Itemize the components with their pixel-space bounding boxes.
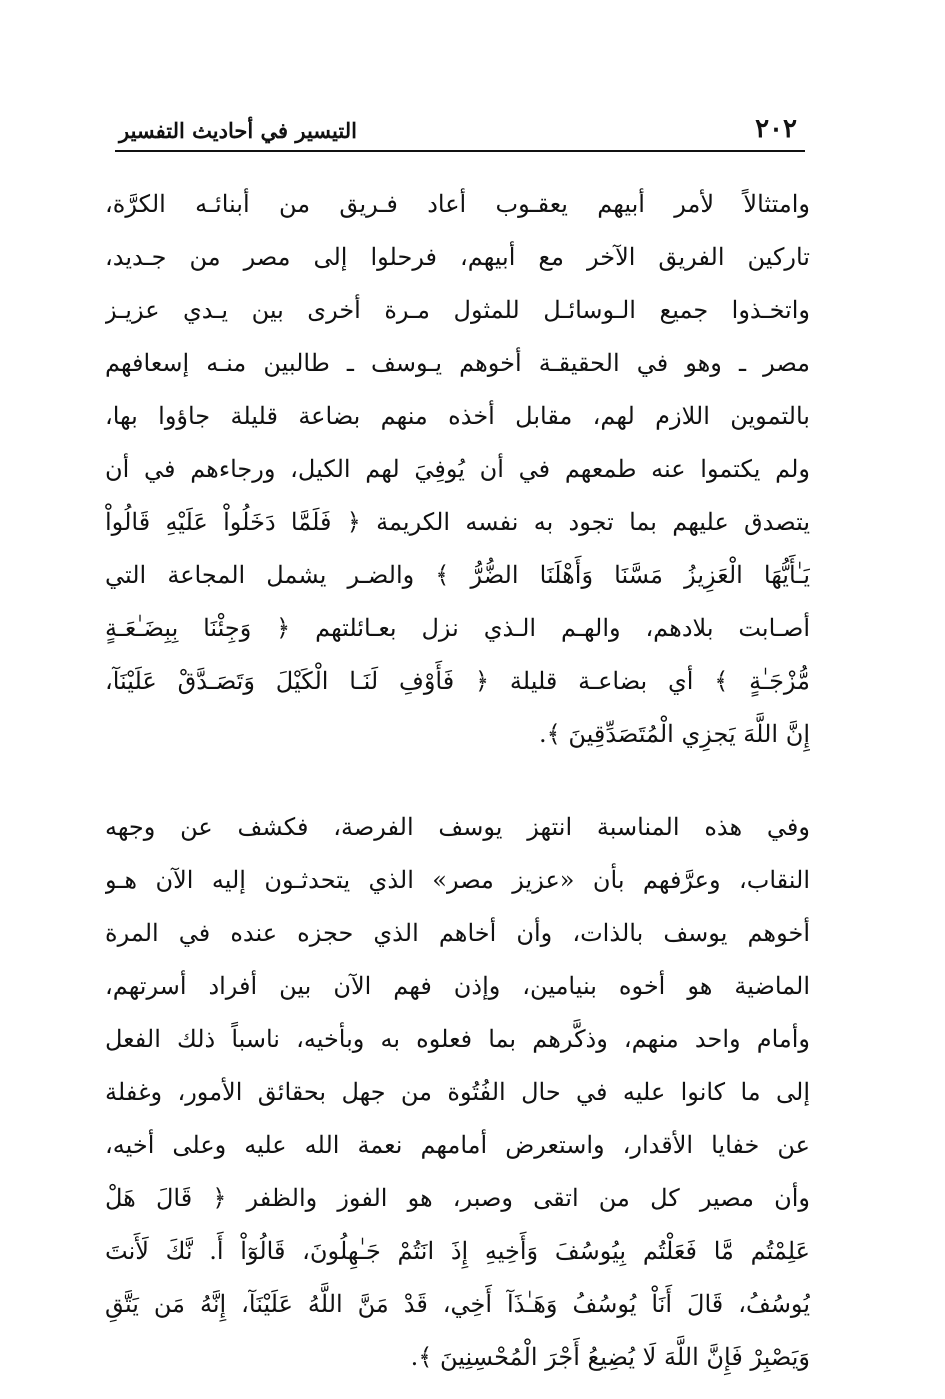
text-line: بالتموين اللازم لهم، مقابل أخذه منهم بضاعة قليلة جاؤوا بها، bbox=[105, 402, 810, 430]
running-title: التيسير في أحاديث التفسير bbox=[119, 118, 357, 143]
text-line: واتخـذوا جميع الـوسائـل للمثول مـرة أخرى بين يـدي عزيـز bbox=[105, 296, 810, 324]
text-line: وفي هذه المناسبة انتهز يوسف الفرصة، فكشف عن وجهه bbox=[105, 813, 810, 841]
text-line: تاركين الفريق الآخر مع أبيهم، فرحلوا إلى مصر من جـديد، bbox=[105, 243, 810, 271]
text-line: وَيَصْبِرْ فَإِنَّ اللَّهَ لَا يُضِيعُ أَجْرَ الْمُحْسِنِينَ ﴾. bbox=[410, 1343, 810, 1371]
page-number: ٢٠٢ bbox=[755, 114, 797, 144]
text-line: الماضية هو أخوه بنيامين، وإذن فهم الآن بين أفراد أسرتهم، bbox=[105, 972, 810, 1000]
text-line: ولم يكتموا عنه طمعهم في أن يُوفِيَ لهم الكيل، ورجاءهم في أن bbox=[105, 455, 810, 483]
paragraph-1 bbox=[105, 178, 810, 761]
text-line: أخوهم يوسف بالذات، وأن أخاهم الذي حجزه عنده في المرة bbox=[105, 919, 810, 947]
page-body bbox=[105, 178, 810, 1384]
text-line: وأمام واحد منهم، وذكَّرهم بما فعلوه به وبأخيه، ناسباً ذلك الفعل bbox=[105, 1025, 810, 1053]
text-line: أصـابت بلادهم، والهـم الـذي نزل بعـائلتهم ﴿ وَجِئْنَا بِبِضَـٰعَـةٍ bbox=[105, 614, 810, 642]
text-line: مُّزْجَـٰةٍ ﴾ أي بضاعـة قليلة ﴿ فَأَوْفِ لَنَـا الْكَيْلَ وَتَصَـدَّقْ عَلَيْنَآ، bbox=[105, 667, 810, 695]
page-header bbox=[115, 112, 805, 152]
header-divider bbox=[115, 150, 805, 152]
text-line: يُوسُفُ، قَالَ أَنَاْ يُوسُفُ وَهَـٰذَآ أَخِي، قَدْ مَنَّ اللَّهُ عَلَيْنَآ، إِنَّهُ مَن يَتَّقِ bbox=[105, 1290, 810, 1318]
text-line: مصر ـ وهو في الحقيقـة أخوهم يـوسف ـ طالبين منـه إسعافهم bbox=[105, 349, 810, 377]
text-line: وامتثالاً لأمر أبيهم يعقـوب أعاد فـريق من أبنائـه الكرَّة، bbox=[105, 190, 810, 218]
text-line: إِنَّ اللَّهَ يَجزِي الْمُتَصَدِّقِينَ ﴾. bbox=[539, 720, 810, 748]
text-line: عَلِمْتُم مَّا فَعَلْتُم بِيُوسُفَ وَأَخِيهِ إِذَ انَتُمْ جَـٰهِلُونَ، قَالُوٓاْ أَ. نَّكَ لَأَنتَ bbox=[105, 1237, 810, 1265]
text-line: إلى ما كانوا عليه في حال الفُتُوة من جهل بحقائق الأمور، وغفلة bbox=[105, 1078, 810, 1106]
paragraph-2 bbox=[105, 801, 810, 1384]
text-line: النقاب، وعرَّفهم بأن «عزيز مصر» الذي يتحدثـون إليه الآن هـو bbox=[105, 866, 810, 894]
text-line: يَـٰأَيُّهَا الْعَزِيزُ مَسَّنَا وَأَهْلَنَا الضُّرُّ ﴾ والضـر يشمل المجاعة التي bbox=[105, 561, 810, 589]
text-line: عن خفايا الأقدار، واستعرض أمامهم نعمة الله عليه وعلى أخيه، bbox=[105, 1131, 810, 1159]
text-line: يتصدق عليهم بما تجود به نفسه الكريمة ﴿ فَلَمَّا دَخَلُواْ عَلَيْهِ قَالُواْ bbox=[105, 508, 810, 536]
paragraph-spacer bbox=[105, 761, 810, 801]
text-line: وأن مصير كل من اتقى وصبر، هو الفوز والظفر ﴿ قَالَ هَلْ bbox=[105, 1184, 810, 1212]
